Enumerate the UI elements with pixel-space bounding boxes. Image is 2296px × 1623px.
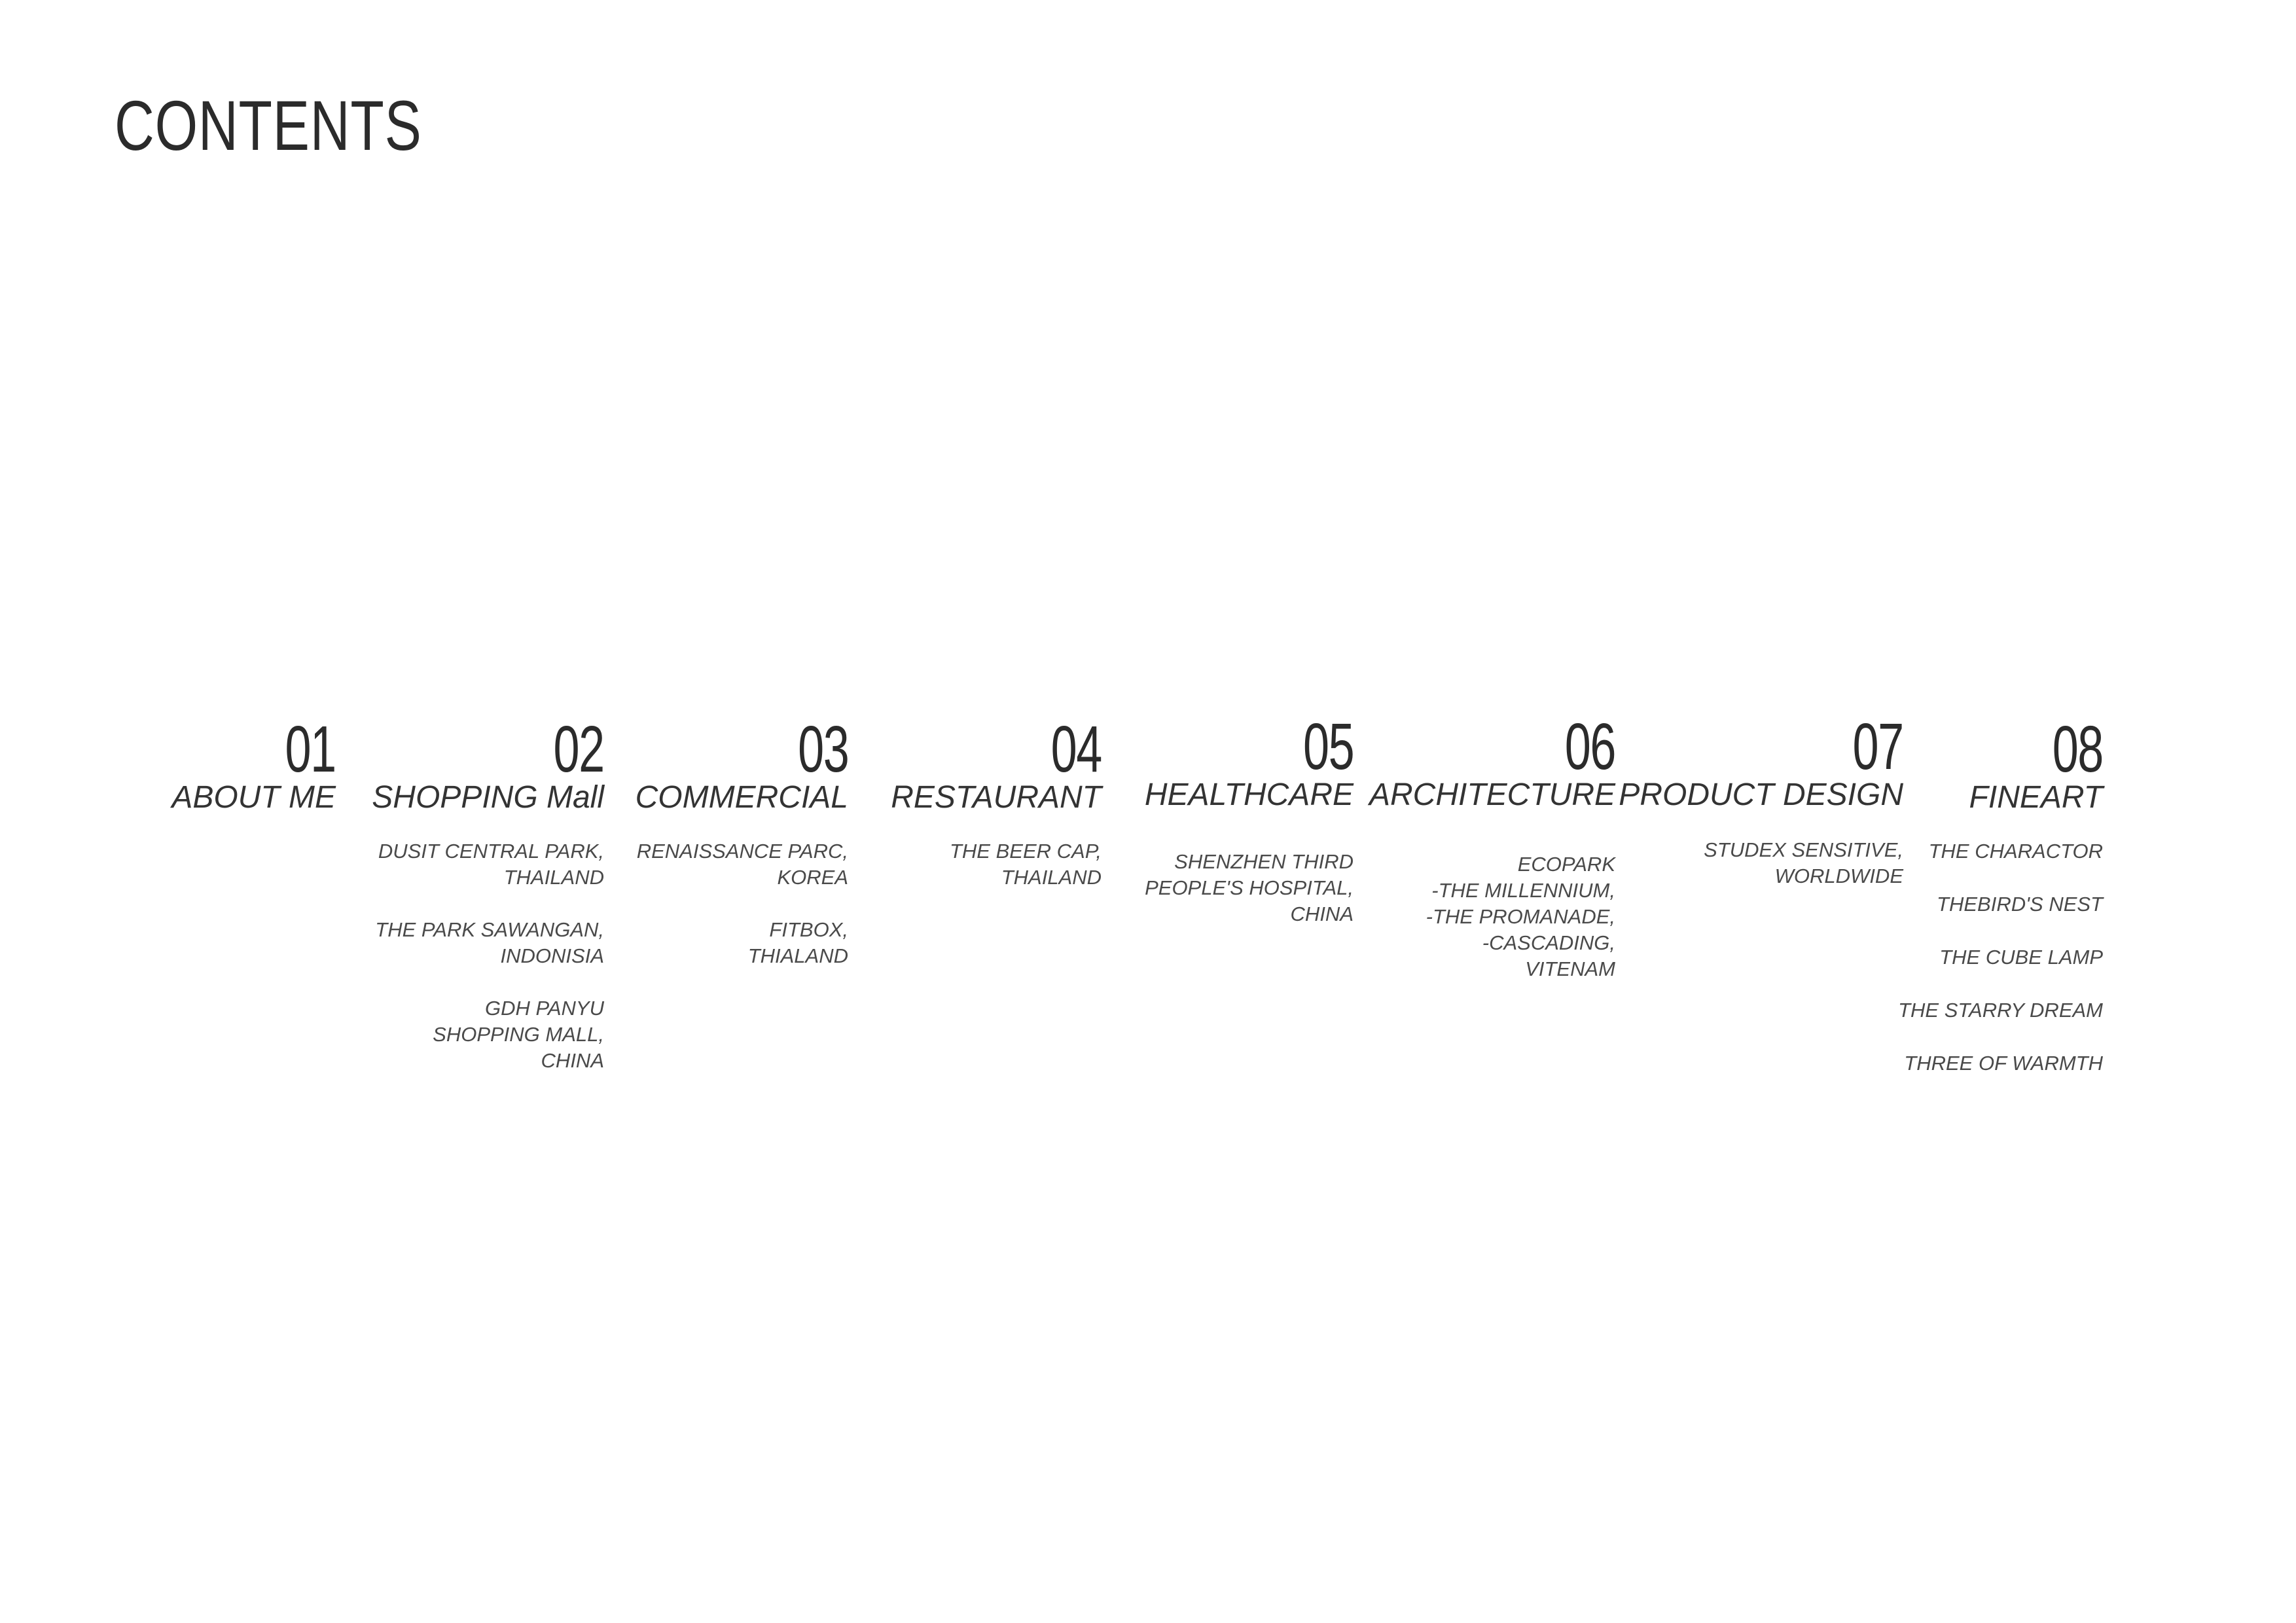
project-entry[interactable]: RENAISSANCE PARC, KOREA	[636, 840, 848, 889]
section-shopping-mall[interactable]	[372, 713, 604, 1100]
project-entry[interactable]: THE PARK SAWANGAN, INDONISIA	[375, 918, 604, 967]
entry-list	[1898, 838, 2103, 1077]
project-entry[interactable]: SHENZHEN THIRD PEOPLE'S HOSPITAL, CHINA	[1145, 850, 1354, 925]
project-entry[interactable]: ECOPARK -THE MILLENNIUM, -THE PROMANADE, -CASCADING, VITENAM	[1426, 853, 1615, 980]
section-title: ABOUT ME	[171, 780, 336, 815]
section-number: 04	[1050, 713, 1102, 786]
entry-list	[1619, 837, 1903, 889]
project-entry[interactable]: FITBOX, THIALAND	[747, 918, 848, 967]
section-title: FINEART	[1969, 780, 2103, 815]
section-title: PRODUCT DESIGN	[1619, 777, 1903, 812]
page-title: CONTENTS	[115, 86, 422, 165]
section-title: RESTAURANT	[891, 780, 1102, 815]
section-title: HEALTHCARE	[1144, 777, 1354, 812]
project-entry[interactable]: STUDEX SENSITIVE, WORLDWIDE	[1704, 838, 1903, 887]
project-entry[interactable]: THE CHARACTOR	[1928, 840, 2103, 863]
section-fineart[interactable]	[1898, 713, 2103, 1103]
section-about-me[interactable]	[171, 713, 336, 815]
section-number: 05	[1302, 710, 1354, 783]
section-title: SHOPPING Mall	[372, 780, 604, 815]
section-number: 01	[285, 713, 336, 786]
section-title: COMMERCIAL	[635, 780, 848, 815]
section-number: 06	[1564, 710, 1615, 783]
entry-list	[372, 838, 604, 1074]
section-product-design[interactable]	[1619, 710, 1903, 916]
section-number: 07	[1852, 710, 1903, 783]
project-entry[interactable]: THE STARRY DREAM	[1898, 999, 2103, 1022]
project-entry[interactable]: DUSIT CENTRAL PARK, THAILAND	[378, 840, 604, 889]
project-entry[interactable]: THE CUBE LAMP	[1939, 946, 2103, 969]
entry-list	[891, 838, 1102, 891]
section-number: 08	[2052, 713, 2103, 786]
section-commercial[interactable]	[635, 713, 848, 995]
section-restaurant[interactable]	[891, 713, 1102, 917]
entry-list	[1145, 849, 1354, 927]
entry-list	[1369, 851, 1615, 982]
project-entry[interactable]: GDH PANYU SHOPPING MALL, CHINA	[433, 997, 604, 1072]
section-architecture[interactable]	[1369, 710, 1615, 1008]
project-entry[interactable]: THEBIRD'S NEST	[1937, 893, 2103, 916]
project-entry[interactable]: THE BEER CAP, THAILAND	[949, 840, 1102, 889]
section-number: 02	[553, 713, 604, 786]
entry-list	[636, 838, 848, 969]
section-number: 03	[797, 713, 848, 786]
project-entry[interactable]: THREE OF WARMTH	[1904, 1052, 2103, 1075]
section-title: ARCHITECTURE	[1369, 777, 1615, 812]
section-healthcare[interactable]	[1144, 710, 1354, 954]
